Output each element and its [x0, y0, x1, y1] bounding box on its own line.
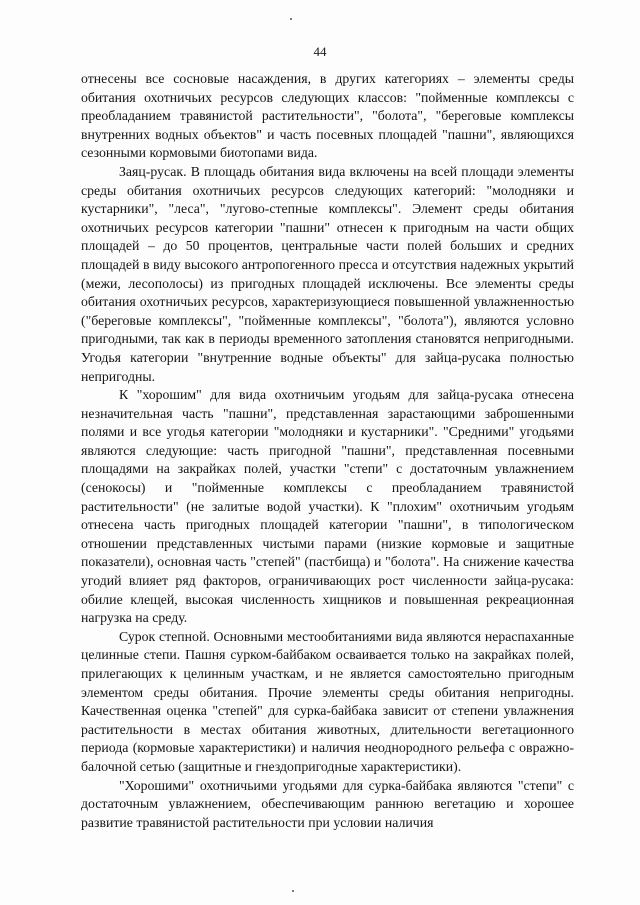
scan-speck — [290, 18, 292, 20]
body-text — [81, 70, 574, 832]
page-number: 44 — [313, 44, 327, 59]
paragraph-3: К "хорошим" для вида охотничьим угодьям для зайца-русака отнесена незначительная часть "пашни", представленная зарастающими заброшенными полями и все угодья категории "молодняки и кустарники". "Средними" угодьями являются следующие: часть пригодной "пашни", представленная посевными площадями на закрайках полей, участки "степи" с достаточным увлажнением (сенокосы) и "пойменные комплексы с преобладанием травянистой растительности" (не залитые водой участки). К "плохим" охотничьим угодьям отнесена часть пригодных площадей категории "пашни", в типологическом отношении представленных чистыми парами (низкие кормовые и защитные показатели), основная часть "степей" (пастбища) и "болота". На снижение качества угодий влияет ряд факторов, ограничивающих рост численности зайца-русака: обилие клещей, высокая численность хищников и повышенная рекреационная нагрузка на среду. — [81, 387, 574, 626]
paragraph-2: Заяц-русак. В площадь обитания вида включены на всей площади элементы среды обитания охотничьих ресурсов следующих категорий: "молодняки и кустарники", "леса", "лугово-степные комплексы". Элемент среды обитания охотничьих ресурсов категории "пашни" отнесен к пригодным на части общих площадей – до 50 процентов, центральные части полей больших и средних площадей в виду высокого антропогенного пресса и отсутствия надежных укрытий (межи, лесополосы) из пригодных площадей исключены. Все элементы среды обитания охотничьих ресурсов, характеризующиеся повышенной увлажненностью ("береговые комплексы", "пойменные комплексы", "болота"), являются условно пригодными, так как в периоды временного затопления становятся непригодными. Угодья категории "внутренние водные объекты" для зайца-русака полностью непригодны. — [81, 163, 574, 384]
paragraph-4: Сурок степной. Основными местообитаниями вида являются нераспаханные целинные степи. Пашня сурком-байбаком осваивается только на закрайках полей, прилегающих к целинным участкам, и не является самостоятельно пригодным элементом среды обитания. Прочие элементы среды обитания непригодны. Качественная оценка "степей" для сурка-байбака зависит от степени увлажнения растительности в местах обитания животных, длительности вегетационного периода (кормовые характеристики) и наличия неоднородного рельефа с овражно-балочной сетью (защитные и гнездопригодные характеристики). — [81, 628, 574, 774]
paragraph-5: "Хорошими" охотничьими угодьями для сурка-байбака являются "степи" с достаточным увлажнением, обеспечивающим раннюю вегетацию и хорошее развитие травянистой растительности при условии наличия — [81, 777, 574, 830]
scan-speck — [292, 890, 294, 892]
paragraph-1: отнесены все сосновые насаждения, в других категориях – элементы среды обитания охотничьих ресурсов следующих классов: "пойменные комплексы с преобладанием травянистой растительности", "болота", "береговые комплексы внутренних водных объектов" и часть посевных площадей "пашни", являющихся сезонными кормовыми биотопами вида. — [81, 71, 574, 161]
